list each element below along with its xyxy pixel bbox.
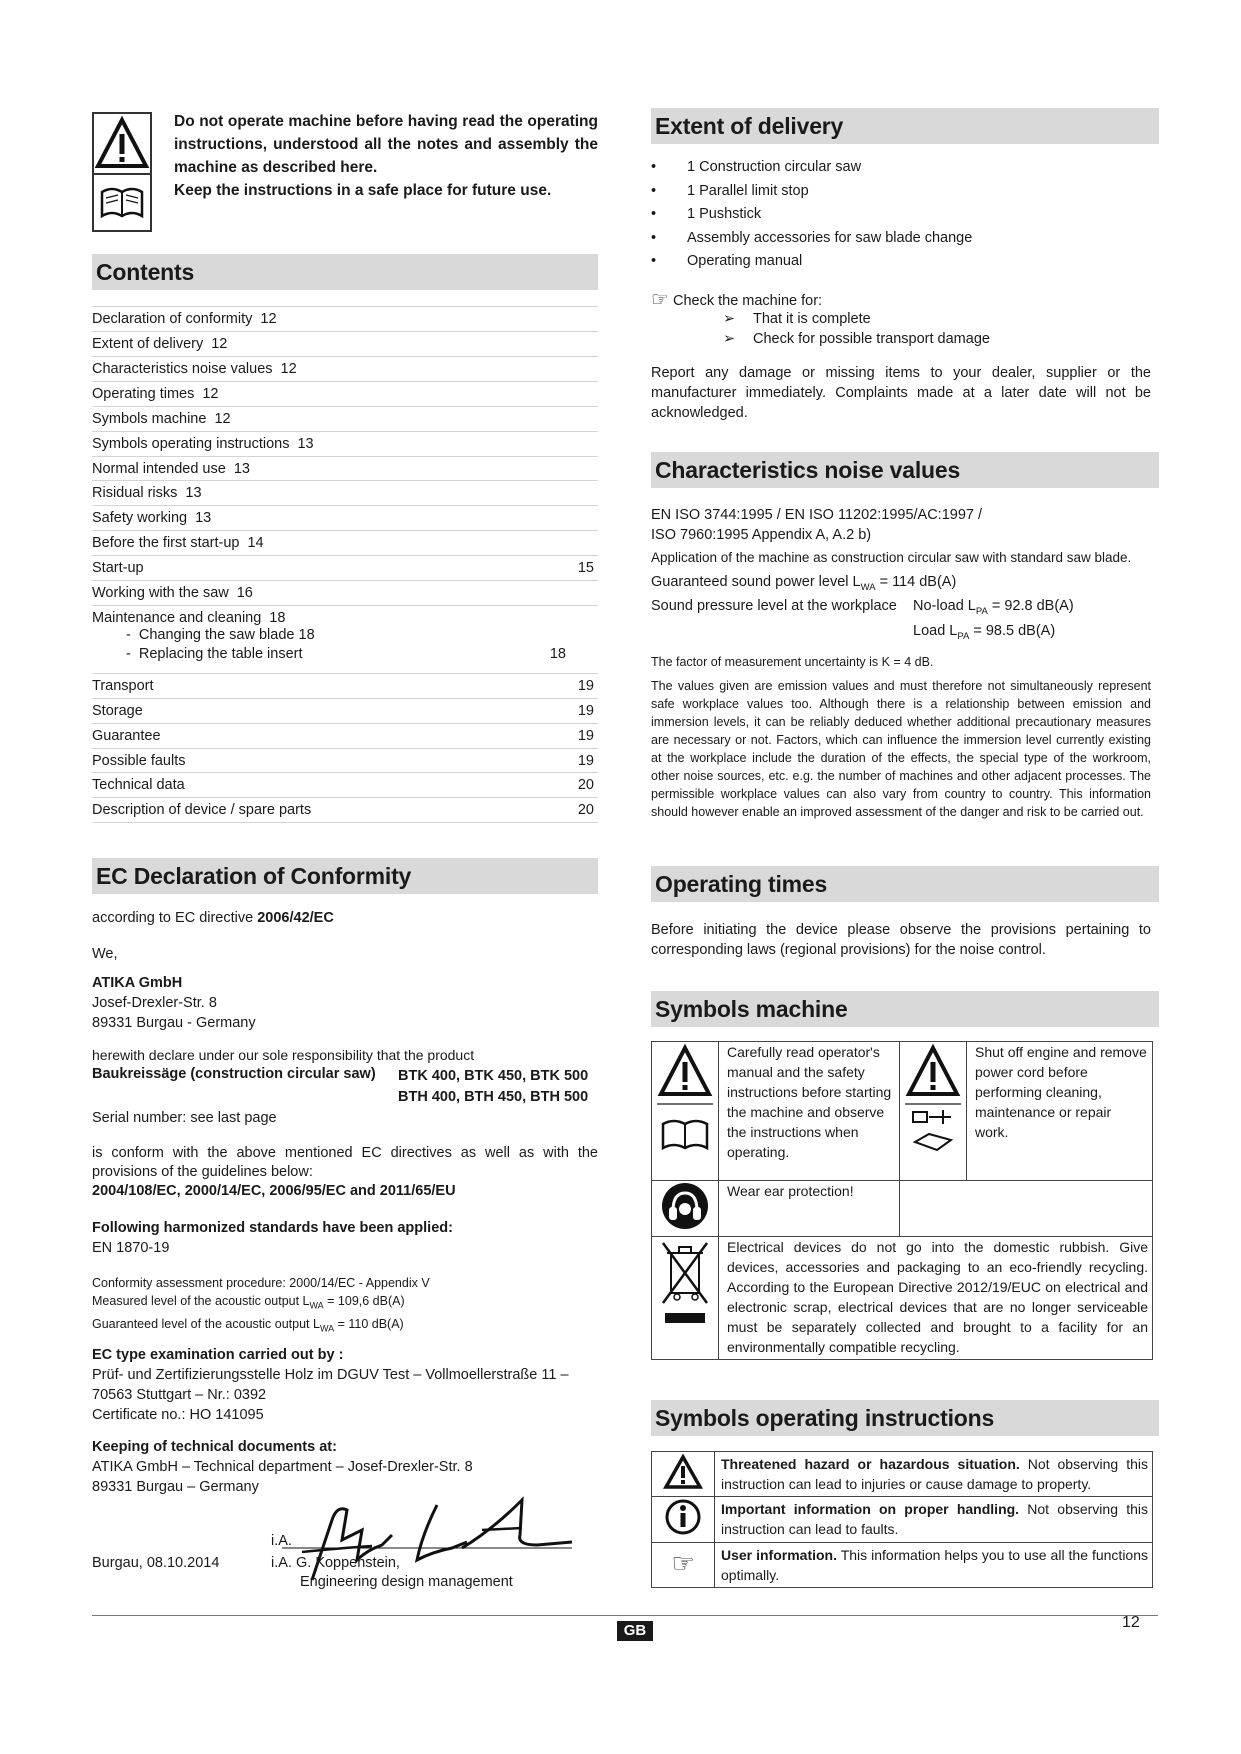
toc-page: 16 [236,585,253,601]
ec-heading: EC Declaration of Conformity [92,858,598,894]
delivery-item: • Assembly accessories for saw blade change [651,227,1151,251]
user-info-icon-cell [652,1543,715,1588]
book-icon [102,189,142,216]
toc-label: Technical data [92,777,185,793]
toc-page: 12 [202,386,219,402]
toc-label: Before the first start-up [92,535,240,551]
info-icon [664,1498,702,1536]
hazard-text: Threatened hazard or hazardous situation. Not observing this instruction can lead to injuries or cause damage to property. [715,1452,1153,1497]
toc-row [92,306,598,332]
crossed-bin-icon [657,1237,713,1347]
symbols-oi-table [651,1451,1153,1588]
toc-page: 13 [297,436,314,452]
toc-row [92,605,598,674]
ec-harmonized-title: Following harmonized standards have been applied: [92,1220,453,1236]
ec-serial: Serial number: see last page [92,1110,277,1126]
toc-page: 18 [269,610,286,626]
toc-row [92,480,598,506]
footer-rule [92,1615,1158,1616]
empty-cell [900,1181,1153,1237]
toc-label: Symbols operating instructions [92,436,290,452]
toc-label: Storage [92,703,143,719]
toc-label: Risidual risks [92,485,178,501]
toc-label: Start-up [92,560,144,576]
toc-page: 19 [577,703,594,719]
ec-herewith: herewith declare under our sole responsibility that the product [92,1047,475,1063]
arrow-bullet-icon: ➢ [723,311,736,327]
check-line: ☞ Check the machine for: [651,289,823,311]
toc-label: Normal intended use [92,461,226,477]
toc-row [92,555,598,581]
warning-text: Do not operate machine before having read the operating instructions, understood all the notes and assembly the machine as described here. [174,113,598,176]
ear-protection-icon [660,1181,710,1231]
noise-pressure-label: Sound pressure level at the workplace [651,598,897,614]
toc-row [92,723,598,749]
toc-page: 19 [577,728,594,744]
delivery-item: • 1 Parallel limit stop [651,180,1151,204]
toc-row [92,331,598,357]
place-date: Burgau, 08.10.2014 [92,1555,220,1571]
toc-row [92,673,598,699]
toc-label: Safety working [92,510,188,526]
delivery-list [651,156,1151,274]
toc-label: Guarantee [92,728,161,744]
shut-off-icon-cell [900,1042,967,1181]
symbols-machine-heading: Symbols machine [651,991,1159,1027]
language-badge: GB [617,1621,653,1641]
keep-text: Keep the instructions in a safe place for future use. [174,182,552,199]
toc-label: Declaration of conformity [92,311,253,327]
weee-text: Electrical devices do not go into the domestic rubbish. Give devices, accessories and packaging to an eco-friendly recycling. According to the European Directive 2012/19/EUC on electrical and electronic scrap, electrical devices that are no longer serviceable must be separately collected and brought to a facility for an environmentally compatible recycling. [719,1237,1153,1360]
noise-load: Load $L_{PA} = 98.5$ dB(A) [913,623,1056,642]
check-item: ➢ Check for possible transport damage [723,331,990,347]
toc-page: 19 [577,753,594,769]
delivery-item: • 1 Construction circular saw [651,156,1151,180]
toc-subitem: - Changing the saw blade 18 [126,627,315,643]
company-name: ATIKA GmbH [92,975,183,991]
toc-row [92,580,598,606]
toc-page: 12 [214,411,231,427]
toc-page: 13 [185,485,202,501]
optimes-heading: Operating times [651,866,1159,902]
toc-page: 13 [233,461,250,477]
toc-row [92,530,598,556]
warning-triangle-icon [94,114,150,230]
delivery-heading: Extent of delivery [651,108,1159,144]
noise-power: Guaranteed sound power level $L_{WA} = 114$ dB(A) [651,574,957,593]
company-street: Josef-Drexler-Str. 8 [92,995,217,1011]
ear-icon-cell [652,1181,719,1237]
noise-standards: EN ISO 3744:1995 / EN ISO 11202:1995/AC:1997 / ISO 7960:1995 Appendix A, A.2 b) [651,507,983,543]
ec-harmonized: EN 1870-19 [92,1240,170,1256]
toc-row [92,356,598,382]
signatory-name: i.A. G. Koppenstein, [271,1555,400,1571]
noise-heading: Characteristics noise values [651,452,1159,488]
shut-off-icon [903,1042,963,1172]
read-manual-icon [655,1042,715,1172]
ec-conform: is conform with the above mentioned EC directives as well as with the provisions of the guidelines below: [92,1145,598,1180]
ec-address [92,973,256,1033]
noise-uncertainty: The factor of measurement uncertainty is K = 4 dB. [651,655,934,669]
hazard-triangle-icon [663,1454,703,1490]
toc-page: 12 [280,361,297,377]
toc-row [92,505,598,531]
toc-row [92,431,598,457]
toc-row [92,772,598,798]
symbols-machine-table [651,1041,1153,1360]
toc-label: Working with the saw [92,585,229,601]
ec-acoustic: Conformity assessment procedure: 2000/14/EC - Appendix V Measured level of the acoustic output $L_{WA} = 109,6$ dB(A) Guaranteed level of the acoustic output $L_{WA} = 110$ dB(A) [92,1276,430,1333]
toc-bottom-rule [92,822,598,823]
ec-exam: EC type examination carried out by : Prüf- und Zertifizierungsstelle Holz im DGUV Test – Vollmoellerstraße 11 – 70563 Stuttgart – Nr.: 0392 Certificate no.: HO 141095 [92,1347,569,1423]
toc-label: Extent of delivery [92,336,204,352]
toc-page: 12 [260,311,277,327]
toc-page: 19 [577,678,594,694]
toc-row [92,698,598,724]
info-text: Important information on proper handling. Not observing this instruction can lead to faults. [715,1497,1153,1543]
noise-application: Application of the machine as construction circular saw with standard saw blade. [651,550,1132,565]
toc-label: Possible faults [92,753,186,769]
shut-off-text: Shut off engine and remove power cord before performing cleaning, maintenance or repair work. [967,1042,1153,1181]
symbols-oi-heading: Symbols operating instructions [651,1400,1159,1436]
noise-paragraph: The values given are emission values and must therefore not simultaneously represent safe workplace values too. Although there is a relationship between emission and immersion levels, it can be reliably deduced whether additional precautionary measures are necessary or not. Factors, which can influence the immersion level currently existing at the workplace include the duration of the effects, the special type of the workroom, other noise sources, etc. e.g. the number of machines and other adjacent processes. The permissible workplace values can also vary from country to country. This information should however enable an improved assessment of the danger and risk to be carried out. [651,679,1151,819]
delivery-report: Report any damage or missing items to your dealer, supplier or the manufacturer immediately. Complaints made at a later date will not be acknowledged. [651,365,1151,421]
toc-subitem: - Replacing the table insert 18 [126,646,566,662]
ec-keeping: Keeping of technical documents at: ATIKA GmbH – Technical department – Josef-Drexler-Str. 8 89331 Burgau – Germany [92,1439,473,1495]
ec-models: BTK 400, BTK 450, BTK 500 BTH 400, BTH 450, BTH 500 [398,1068,589,1105]
toc-page: 15 [577,560,594,576]
page-number: 12 [1122,1614,1140,1631]
hazard-icon-cell [652,1452,715,1497]
info-icon-cell [652,1497,715,1543]
toc-label: Transport [92,678,154,694]
toc-row [92,456,598,482]
ec-directives: 2004/108/EC, 2000/14/EC, 2006/95/EC and 2011/65/EU [92,1183,456,1199]
toc-page: 14 [247,535,264,551]
pointing-hand-icon: ☞ [651,289,669,311]
read-manual-icon-cell [652,1042,719,1181]
delivery-item: • 1 Pushstick [651,203,1151,227]
arrow-bullet-icon: ➢ [723,331,736,347]
user-info-text: User information. This information helps you to use all the functions optimally. [715,1543,1153,1588]
toc-label: Description of device / spare parts [92,802,312,818]
toc-row [92,748,598,774]
toc-label: Symbols machine [92,411,207,427]
warning-icon-box [92,112,152,232]
toc-page: 20 [577,802,594,818]
signatory-role: Engineering design management [300,1574,513,1590]
toc-row [92,797,598,823]
optimes-text: Before initiating the device please observe the provisions pertaining to corresponding laws (regional provisions) for the noise control. [651,922,1151,958]
ec-we: We, [92,946,118,962]
toc-page: 12 [211,336,228,352]
toc-row [92,381,598,407]
contents-heading: Contents [92,254,598,290]
delivery-item: • Operating manual [651,250,1151,274]
toc-label: Characteristics noise values [92,361,273,377]
toc-row [92,406,598,432]
toc-page: 20 [577,777,594,793]
ia-top: i.A. [271,1533,292,1549]
toc-label: Maintenance and cleaning [92,610,262,626]
pointing-hand-icon: ☞ [671,1548,695,1578]
check-list [723,309,990,349]
toc-page: 13 [195,510,212,526]
ec-product: Baukreissäge (construction circular saw) [92,1066,376,1082]
ear-text: Wear ear protection! [719,1181,900,1237]
company-city: 89331 Burgau - Germany [92,1015,256,1031]
weee-icon-cell [652,1237,719,1360]
toc-label: Operating times [92,386,195,402]
ec-according: according to EC directive 2006/42/EC [92,910,334,926]
noise-noload: No-load $L_{PA} = 92.8$ dB(A) [913,598,1074,617]
read-manual-text: Carefully read operator's manual and the safety instructions before starting the machine and observe the instructions when operating. [719,1042,900,1181]
check-item: ➢ That it is complete [723,311,871,327]
